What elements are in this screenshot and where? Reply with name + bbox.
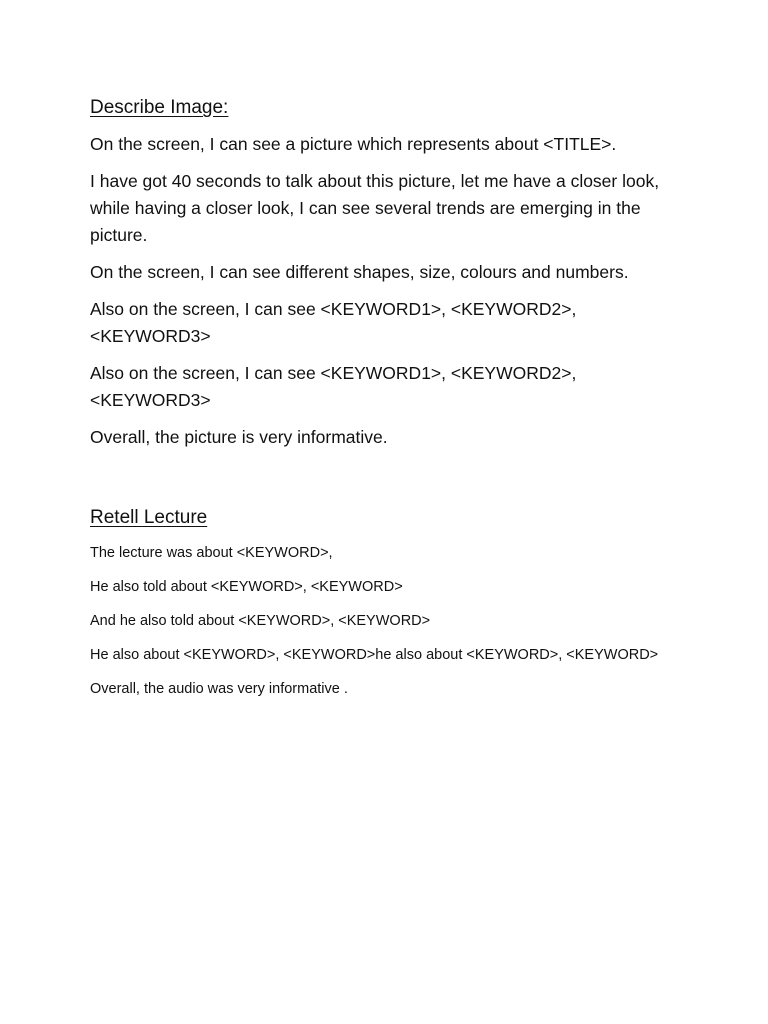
retell-lecture-paragraph: He also told about <KEYWORD>, <KEYWORD>	[90, 579, 403, 595]
describe-image-paragraph: Overall, the picture is very informative.	[90, 427, 388, 447]
retell-lecture-paragraph: The lecture was about <KEYWORD>,	[90, 545, 333, 561]
retell-lecture-paragraph: He also about <KEYWORD>, <KEYWORD>he also about <KEYWORD>, <KEYWORD>	[90, 647, 659, 663]
retell-lecture-section	[90, 505, 700, 713]
retell-lecture-paragraph: And he also told about <KEYWORD>, <KEYWORD>	[90, 613, 431, 629]
describe-image-heading: Describe Image:	[90, 97, 229, 118]
retell-lecture-heading: Retell Lecture	[90, 507, 208, 528]
describe-image-paragraph: I have got 40 seconds to talk about this picture, let me have a closer look, while having a closer look, I can see several trends are emerging in the picture.	[90, 171, 660, 245]
describe-image-paragraph: Also on the screen, I can see <KEYWORD1>, <KEYWORD2>, <KEYWORD3>	[90, 363, 577, 410]
describe-image-section	[90, 95, 700, 461]
describe-image-paragraph: On the screen, I can see different shapes, size, colours and numbers.	[90, 262, 629, 282]
describe-image-paragraph: Also on the screen, I can see <KEYWORD1>, <KEYWORD2>, <KEYWORD3>	[90, 299, 577, 346]
describe-image-paragraph: On the screen, I can see a picture which represents about <TITLE>.	[90, 134, 617, 154]
retell-lecture-paragraph: Overall, the audio was very informative .	[90, 681, 348, 697]
